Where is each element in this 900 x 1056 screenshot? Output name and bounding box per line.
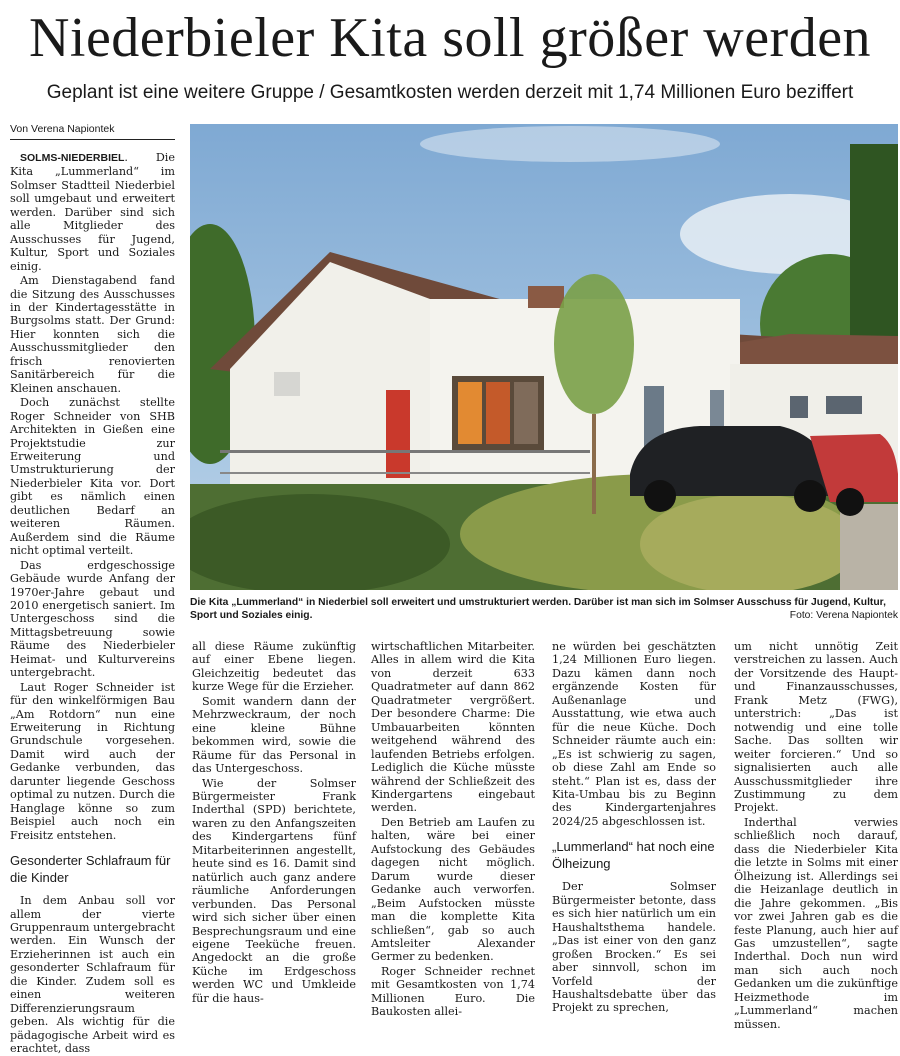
dateline: SOLMS-NIEDERBIEL xyxy=(20,152,125,164)
paragraph: all diese Räume zukünftig auf einer Ebene liegen. Gleichzeitig bedeutet das kurze Wege für die Erzieher. xyxy=(192,640,356,694)
paragraph: Somit wandern dann der Mehrzweckraum, der noch eine kleine Bühne bekommen wird, sowie die Räume für das Personal in das Untergeschoss. xyxy=(192,694,356,776)
column-3 xyxy=(371,640,535,1019)
caption-text: Die Kita „Lummerland“ in Niederbiel soll erweitert und umstrukturiert werden. Darüber ist man sich im Solmser Ausschuss für Jugend, Kultur, Sport und Soziales einig. xyxy=(190,597,886,621)
article-photo xyxy=(190,124,898,590)
paragraph: Am Dienstagabend fand die Sitzung des Ausschusses in der Kindertagesstätte in Burgsolms statt. Der Grund: Hier konnten sich die Ausschussmitglieder den frisch renovierten Sanitärbereich für die Kleinen anschauen. xyxy=(10,274,175,395)
paragraph: Doch zunächst stellte Roger Schneider von SHB Architekten in Gießen eine Projektstudie zur Erweiterung und Umstrukturierung der Niederbieler Kita vor. Dort gibt es nämlich einen deutlichen Bedarf an weiteren Räumen. Außerdem sind die Räume nicht optimal verteilt. xyxy=(10,396,175,558)
column-1 xyxy=(10,151,175,1056)
subheading: Gesonderter Schlafraum für die Kinder xyxy=(10,853,171,886)
column-2 xyxy=(192,640,356,1005)
paragraph: um nicht unnötig Zeit verstreichen zu lassen. Auch der Vorsitzende des Haupt- und Finanzausschusses, Frank Metz (FWG), unterstrich: „Das ist notwendig und eine tolle Sache. Das sollten wir weiter forcieren.“ Und so signalisierten auch alle Ausschussmitglieder ihre Zustimmung zu dem Projekt. xyxy=(734,640,898,815)
paragraph: Den Betrieb am Laufen zu halten, wäre bei einer Aufstockung des Gebäudes dagegen nicht möglich. Darum wurde dieser Gedanke auch verworfen. „Beim Aufstocken müsste man die komplette Kita schließen“, gab so auch Amtsleiter Alexander Germer zu bedenken. xyxy=(371,815,535,964)
paragraph: In dem Anbau soll vor allem der vierte Gruppenraum untergebracht werden. Ein Wunsch der Erzieherinnen ist auch ein gesonderter Schlafraum für die Kinder. Zudem soll es einen weiteren Differenzierungsraum geben. Als wichtig für die pädagogische Arbeit wird es erachtet, dass xyxy=(10,894,175,1056)
column-5 xyxy=(734,640,898,1031)
paragraph: wirtschaftlichen Mitarbeiter. Alles in allem wird die Kita von derzeit 633 Quadratmeter auf dann 862 Quadratmeter vergrößert. Der besondere Charme: Die Umbauarbeiten könnten weitgehend während des laufenden Betriebs erfolgen. Lediglich die Küche müsste während der Schließzeit des Kindergartens eingebaut werden. xyxy=(371,640,535,815)
photo-credit: Foto: Verena Napiontek xyxy=(789,610,898,621)
paragraph-text: . Die Kita „Lummerland“ im Solmser Stadtteil Niederbiel soll umgebaut und erweitert werden. Darüber sind sich alle Mitglieder des Ausschusses für Jugend, Kultur, Sport und Soziales einig. xyxy=(10,151,175,273)
paragraph: Der Solmser Bürgermeister betonte, dass es sich hier natürlich um ein Haushaltsthema handele. „Das ist einer von den ganz großen Brocken.“ Es sei aber sinnvoll, schon im Vorfeld der Haushaltsdebatte über das Projekt zu sprechen, xyxy=(552,880,716,1015)
headline: Niederbieler Kita soll größer werden xyxy=(28,7,872,69)
byline: Von Verena Napiontek xyxy=(10,123,175,140)
paragraph: ne würden bei geschätzten 1,24 Millionen Euro liegen. Dazu kämen dann noch ergänzende Kosten für Außenanlage und Ausstattung, wie etwa auch für die neue Küche. Doch Schneider räumte auch ein: „Es ist schwierig zu sagen, ob diese Zahl am Ende so steht.“ Plan ist es, dass der Kita-Umbau bis zu Beginn des Kindergartenjahres 2024/25 abgeschlossen ist. xyxy=(552,640,716,828)
paragraph: Wie der Solmser Bürgermeister Frank Inderthal (SPD) berichtete, waren zu den Anfangszeiten des Kindergartens fünf Mitarbeiterinnen angestellt, heute sind es 16. Damit sind natürlich auch ganz andere räumliche Anforderungen verbunden. Das Personal wird sich sicher über einen Besprechungsraum und eine eigene Teeküche freuen. Angedockt an die große Küche im Erdgeschoss werden WC und Umkleide für die haus- xyxy=(192,776,356,1005)
photo-caption xyxy=(190,596,898,622)
paragraph: Roger Schneider rechnet mit Gesamtkosten von 1,74 Millionen Euro. Die Baukosten allei- xyxy=(371,964,535,1019)
paragraph: Das erdgeschossige Gebäude wurde Anfang der 1970er-Jahre gebaut und 2010 energetisch saniert. Im Untergeschoss sind die Mittagsbetreuung sowie Räume des Niederbieler Heimat- und Kulturvereins untergebracht. xyxy=(10,558,175,680)
subheading: „Lummerland“ hat noch eine Ölheizung xyxy=(552,839,715,872)
column-4 xyxy=(552,640,716,1015)
paragraph xyxy=(10,151,175,273)
paragraph: Laut Roger Schneider ist für den winkelförmigen Bau „Am Rotdorn“ nun eine Erweiterung in Richtung Grundschule vorgesehen. Damit wird auch der Gedanke verbunden, das darunter liegende Geschoss optimal zu nutzen. Durch die Hanglage könne so zum Beispiel auch noch ein Freisitz entstehen. xyxy=(10,680,175,842)
kindergarten-building-image xyxy=(190,124,898,590)
paragraph: Inderthal verwies schließlich noch darauf, dass die Niederbieler Kita die letzte in Solms mit einer Ölheizung ist. Allerdings sei die Heizanlage deutlich in die Jahre gekommen. „Bis vor zwei Jahren gab es die feste Planung, auch hier auf Gas umzustellen“, sagte Inderthal. Doch nun wird man sich auch noch Gedanken um die zukünftige Heizmethode im „Lummerland“ machen müssen. xyxy=(734,815,898,1031)
subheadline: Geplant ist eine weitere Gruppe / Gesamtkosten werden derzeit mit 1,74 Millionen Euro beziffert xyxy=(46,82,854,103)
